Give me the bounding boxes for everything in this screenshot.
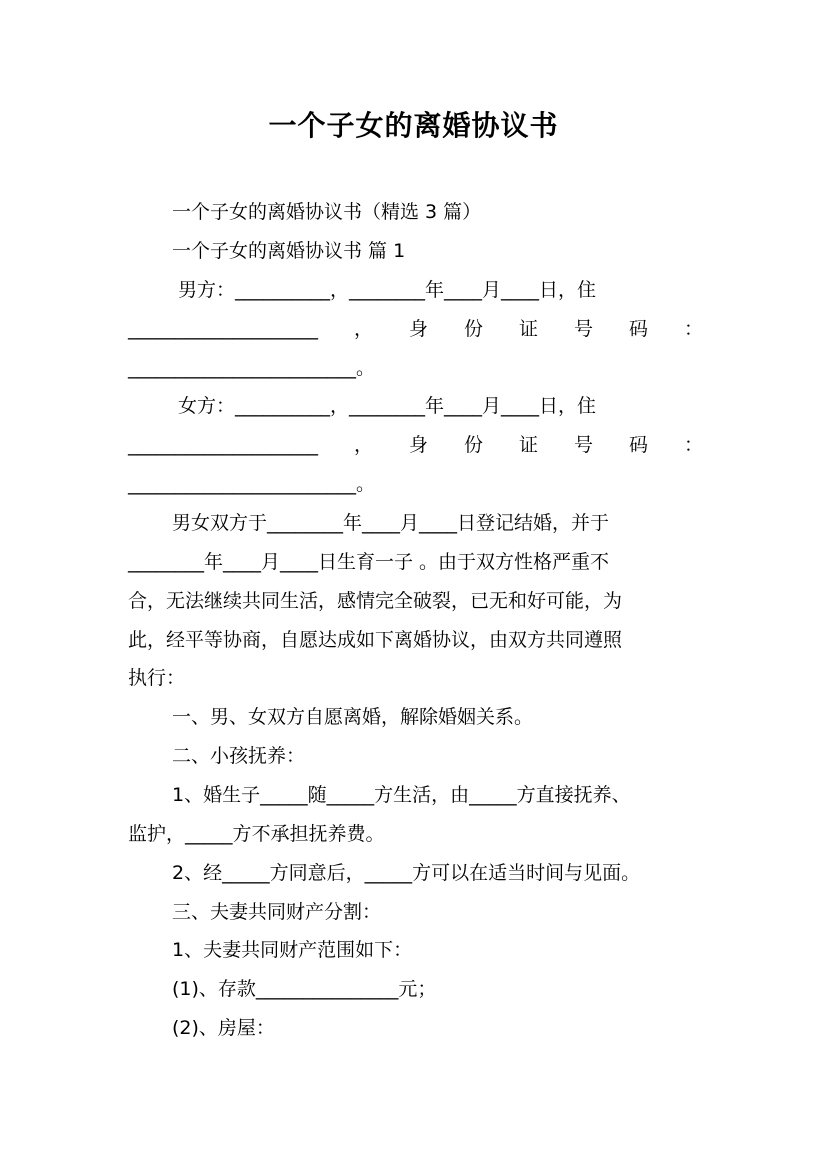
female-address-blank: ____________________: [128, 434, 318, 456]
female-id-char: 码: [628, 434, 648, 456]
male-line-2: [128, 315, 703, 343]
male-id-char: 份: [463, 318, 483, 340]
paragraph-line: 男女双方于________年____月____日登记结婚，并于: [172, 512, 610, 534]
section-heading: 一个子女的离婚协议书 篇 1: [172, 240, 406, 262]
female-id-char: 证: [518, 434, 538, 456]
paragraph-line: 执行：: [128, 667, 186, 689]
male-id-char: 证: [518, 318, 538, 340]
female-line-1: 女方：__________，________年____月____日，住: [178, 395, 597, 417]
clause-2-2: 2、经_____方同意后，_____方可以在适当时间与见面。: [172, 862, 641, 884]
male-colon: ：: [683, 318, 703, 340]
clause-3-1: 1、夫妻共同财产范围如下：: [172, 939, 413, 961]
female-line-2: [128, 431, 703, 459]
male-line-1: 男方：__________，________年____月____日，住: [178, 279, 597, 301]
female-id-char: 身: [408, 434, 428, 456]
male-comma: ，: [353, 318, 373, 340]
male-id-char: 身: [408, 318, 428, 340]
paragraph-line: 此，经平等协商，自愿达成如下离婚协议，由双方共同遵照: [128, 629, 623, 651]
clause-2-heading: 二、小孩抚养：: [172, 745, 306, 767]
clause-3-1-1: (1)、存款_______________元；: [172, 978, 437, 1000]
clause-2-1-line-2: 监护，_____方不承担抚养费。: [128, 823, 385, 845]
clause-2-1-line-1: 1、婚生子_____随_____方生活，由_____方直接抚养、: [172, 784, 631, 806]
clause-3-1-2: (2)、房屋：: [172, 1017, 275, 1039]
female-id-char: 份: [463, 434, 483, 456]
subtitle: 一个子女的离婚协议书（精选 3 篇）: [172, 201, 482, 223]
male-id-char: 码: [628, 318, 648, 340]
male-id-char: 号: [573, 318, 593, 340]
paragraph-line: ________年____月____日生育一子 。由于双方性格严重不: [128, 551, 610, 573]
female-id-char: 号: [573, 434, 593, 456]
female-comma: ，: [353, 434, 373, 456]
clause-3-heading: 三、夫妻共同财产分割：: [172, 901, 382, 923]
male-line-3: ________________________。: [128, 357, 376, 379]
paragraph-line: 合，无法继续共同生活，感情完全破裂，已无和好可能，为: [128, 590, 623, 612]
clause-1: 一、男、女双方自愿离婚，解除婚姻关系。: [172, 706, 534, 728]
male-address-blank: ____________________: [128, 318, 318, 340]
female-line-3: ________________________。: [128, 473, 376, 495]
female-colon: ：: [683, 434, 703, 456]
document-title: 一个子女的离婚协议书: [268, 109, 559, 142]
